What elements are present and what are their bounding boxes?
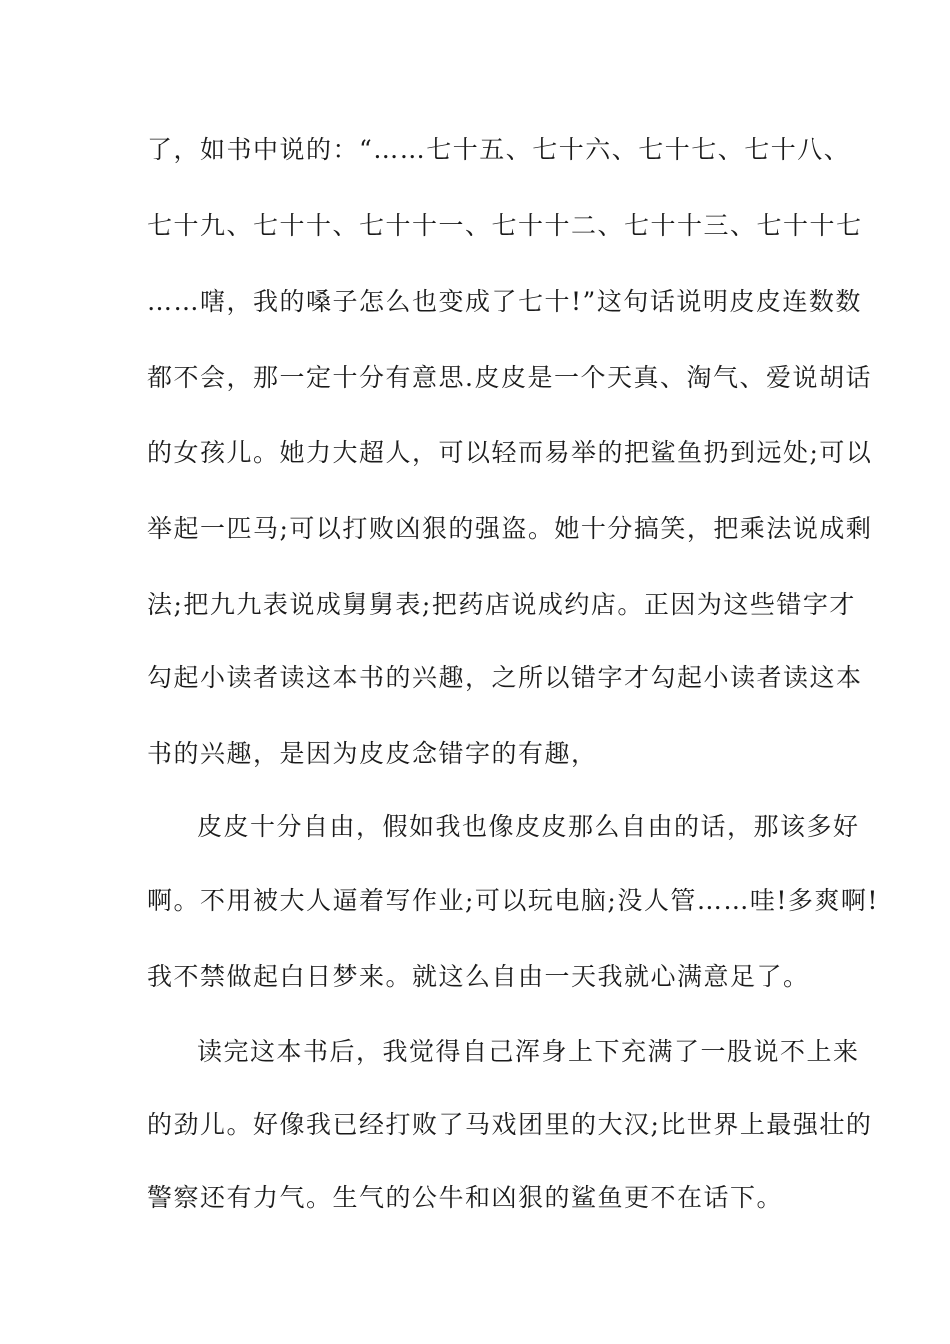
text-line: 啊。不用被大人逼着写作业;可以玩电脑;没人管……哇!多爽啊! (147, 886, 879, 915)
text-line: 都不会，那一定十分有意思.皮皮是一个天真、淘气、爱说胡话 (147, 363, 872, 392)
paragraph-first-line: 读完这本书后，我觉得自己浑身上下充满了一股说不上来 (197, 1037, 860, 1066)
text-line: 的劲儿。好像我已经打败了马戏团里的大汉;比世界上最强壮的 (147, 1110, 873, 1139)
text-line: 举起一匹马;可以打败凶狠的强盗。她十分搞笑，把乘法说成剩 (147, 514, 873, 543)
text-line: 勾起小读者读这本书的兴趣，之所以错字才勾起小读者读这本 (147, 663, 863, 692)
text-line: 了，如书中说的：“……七十五、七十六、七十七、七十八、 (147, 135, 851, 164)
text-line: 的女孩儿。她力大超人，可以轻而易举的把鲨鱼扔到远处;可以 (147, 438, 873, 467)
text-line: ……嗐，我的嗓子怎么也变成了七十!”这句话说明皮皮连数数 (147, 287, 862, 316)
text-line: 我不禁做起白日梦来。就这么自由一天我就心满意足了。 (147, 962, 810, 991)
text-line: 书的兴趣，是因为皮皮念错字的有趣， (147, 739, 598, 768)
text-line: 七十九、七十十、七十十一、七十十二、七十十三、七十十七 (147, 211, 863, 240)
paragraph-first-line: 皮皮十分自由，假如我也像皮皮那么自由的话，那该多好 (197, 812, 860, 841)
text-line: 法;把九九表说成舅舅表;把药店说成约店。正因为这些错字才 (147, 590, 856, 619)
text-line: 警察还有力气。生气的公牛和凶狠的鲨鱼更不在话下。 (147, 1183, 784, 1212)
